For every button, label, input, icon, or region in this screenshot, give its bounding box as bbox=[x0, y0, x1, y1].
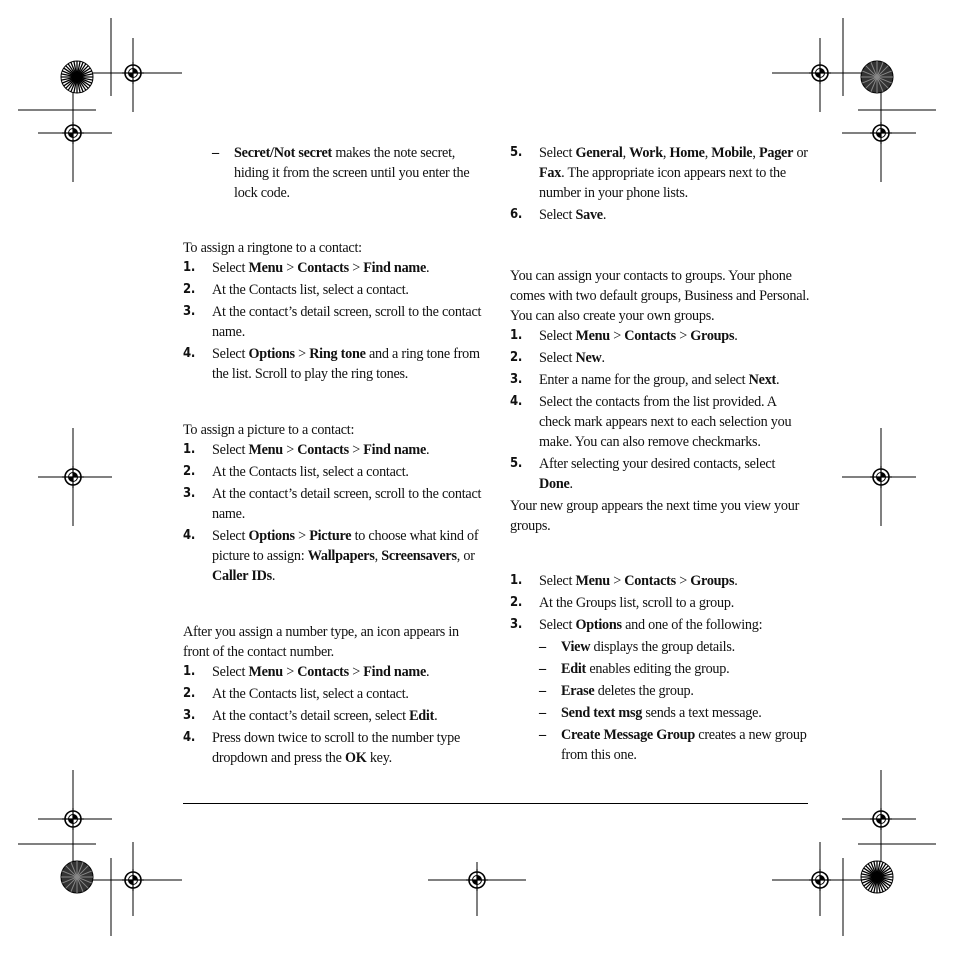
step-text: Select bbox=[539, 350, 576, 366]
step-text: At the contact’s detail screen, scroll to the contact name. bbox=[212, 304, 482, 340]
step-item bbox=[510, 392, 810, 452]
step-text: At the contact’s detail screen, select bbox=[212, 708, 410, 724]
ui-term: Find name bbox=[363, 260, 427, 276]
step-number: 1. bbox=[510, 573, 523, 588]
step-text: Select bbox=[539, 573, 576, 589]
step-text: . bbox=[602, 207, 607, 223]
ui-term: Fax bbox=[539, 165, 562, 181]
step-item bbox=[510, 326, 810, 346]
ui-term: Groups bbox=[690, 573, 735, 589]
step-number: 3. bbox=[183, 486, 196, 501]
group-option-label: Create Message Group bbox=[561, 727, 695, 743]
step-text: > bbox=[282, 260, 298, 276]
ui-term: Contacts bbox=[297, 442, 349, 458]
step-item bbox=[183, 728, 483, 768]
step-item bbox=[183, 302, 483, 342]
step-text: Select bbox=[539, 207, 576, 223]
step-item bbox=[510, 370, 810, 390]
step-item bbox=[183, 280, 483, 300]
group-option-item bbox=[539, 725, 810, 765]
step-number: 1. bbox=[183, 664, 196, 679]
group-options-list bbox=[539, 637, 810, 765]
ui-term: Contacts bbox=[624, 328, 676, 344]
step-number: 3. bbox=[510, 617, 523, 632]
ui-term: OK bbox=[344, 750, 367, 766]
step-text: > bbox=[348, 260, 364, 276]
ui-term: Mobile bbox=[711, 145, 753, 161]
step-text: > bbox=[282, 664, 298, 680]
ui-term: Contacts bbox=[624, 573, 676, 589]
step-text: . bbox=[426, 260, 430, 276]
step-item bbox=[510, 593, 810, 613]
group-option-text: deletes the group. bbox=[594, 683, 694, 699]
ui-term: Contacts bbox=[297, 260, 349, 276]
ui-term: Find name bbox=[363, 664, 427, 680]
step-text: At the Contacts list, select a contact. bbox=[212, 282, 409, 298]
step-item bbox=[510, 571, 810, 591]
step-number: 2. bbox=[183, 282, 196, 297]
step-text: . bbox=[734, 328, 738, 344]
step-text: . The appropriate icon appears next to the number in your phone lists. bbox=[539, 165, 786, 201]
ui-term: Pager bbox=[758, 145, 794, 161]
step-text: > bbox=[675, 573, 691, 589]
step-text: At the Contacts list, select a contact. bbox=[212, 686, 409, 702]
step-text: key. bbox=[366, 750, 392, 766]
step-number: 2. bbox=[183, 464, 196, 479]
secret-option-text: makes the note secret, hiding it from the screen until you enter the lock code. bbox=[234, 145, 470, 201]
number-type-intro: After you assign a number type, an icon appears in front of the contact number. bbox=[183, 624, 459, 660]
ui-term: Screensavers bbox=[381, 548, 457, 564]
step-text: and one of the following: bbox=[621, 617, 763, 633]
ui-term: New bbox=[575, 350, 602, 366]
groups-outro: Your new group appears the next time you view your groups. bbox=[510, 498, 800, 534]
step-text: , bbox=[374, 548, 382, 564]
left-column bbox=[183, 143, 483, 770]
step-text: Select bbox=[539, 145, 576, 161]
picture-intro: To assign a picture to a contact: bbox=[183, 422, 355, 438]
step-text: At the Contacts list, select a contact. bbox=[212, 464, 409, 480]
step-number: 4. bbox=[510, 394, 523, 409]
step-text: or bbox=[793, 145, 808, 161]
dash-bullet: – bbox=[539, 661, 546, 677]
step-item bbox=[183, 484, 483, 524]
ui-term: Options bbox=[248, 528, 295, 544]
dash-bullet: – bbox=[539, 727, 546, 743]
step-item bbox=[183, 462, 483, 482]
ui-term: Menu bbox=[575, 573, 610, 589]
step-text: . bbox=[601, 350, 605, 366]
step-text: , or bbox=[456, 548, 475, 564]
ui-term: Menu bbox=[248, 664, 283, 680]
step-item bbox=[183, 662, 483, 682]
step-number: 2. bbox=[510, 595, 523, 610]
ui-term: Contacts bbox=[297, 664, 349, 680]
step-item bbox=[183, 344, 483, 384]
step-number: 4. bbox=[183, 346, 196, 361]
step-item bbox=[183, 684, 483, 704]
ui-term: Work bbox=[629, 145, 663, 161]
step-text: to choose what kind of picture to assign: bbox=[212, 528, 479, 564]
ui-term: Edit bbox=[409, 708, 435, 724]
step-text: After selecting your desired contacts, select bbox=[539, 456, 776, 472]
step-text: At the contact’s detail screen, scroll to the contact name. bbox=[212, 486, 482, 522]
group-option-item bbox=[539, 703, 810, 723]
step-item bbox=[183, 526, 483, 586]
step-text: . bbox=[271, 568, 276, 584]
step-text: Select bbox=[212, 260, 249, 276]
step-item bbox=[510, 454, 810, 494]
right-column bbox=[510, 143, 810, 767]
group-option-text: creates a new group from this one. bbox=[561, 727, 807, 763]
ui-term: Done bbox=[539, 476, 570, 492]
step-number: 1. bbox=[510, 328, 523, 343]
step-text: Select the contacts from the list provided. A check mark appears next to each selection you make. You can also remove checkmarks. bbox=[539, 394, 792, 450]
step-text: > bbox=[609, 573, 625, 589]
secret-option-label: Secret/Not secret bbox=[234, 145, 333, 161]
groups-steps bbox=[510, 326, 810, 494]
step-text: > bbox=[609, 328, 625, 344]
step-number: 3. bbox=[510, 372, 523, 387]
step-text: . bbox=[569, 476, 573, 492]
step-item bbox=[510, 615, 810, 635]
group-option-item bbox=[539, 659, 810, 679]
number-type-steps bbox=[183, 662, 483, 768]
ui-term: Wallpapers bbox=[307, 548, 375, 564]
ringtone-steps bbox=[183, 258, 483, 384]
ui-term: Groups bbox=[690, 328, 735, 344]
manage-groups-steps bbox=[510, 571, 810, 635]
step-text: Select bbox=[212, 528, 249, 544]
group-option-label: Send text msg bbox=[561, 705, 643, 721]
step-text: Enter a name for the group, and select bbox=[539, 372, 749, 388]
step-text: Select bbox=[539, 617, 576, 633]
step-text: > bbox=[348, 442, 364, 458]
step-text: . bbox=[434, 708, 438, 724]
step-text: , bbox=[622, 145, 630, 161]
step-text: , bbox=[662, 145, 670, 161]
groups-intro: You can assign your contacts to groups. Your phone comes with two default groups, Business and Personal. You can also create your own groups. bbox=[510, 268, 810, 324]
step-text: Select bbox=[212, 346, 249, 362]
step-number: 2. bbox=[510, 350, 523, 365]
ui-term: Menu bbox=[248, 260, 283, 276]
step-number: 5. bbox=[510, 145, 523, 160]
step-item bbox=[183, 706, 483, 726]
ui-term: Menu bbox=[575, 328, 610, 344]
step-item bbox=[510, 205, 810, 225]
ui-term: Home bbox=[669, 145, 705, 161]
step-text: . bbox=[426, 664, 430, 680]
step-number: 4. bbox=[183, 730, 196, 745]
step-number: 4. bbox=[183, 528, 196, 543]
step-number: 1. bbox=[183, 260, 196, 275]
step-text: Select bbox=[212, 664, 249, 680]
dash-bullet: – bbox=[212, 145, 219, 161]
ringtone-intro: To assign a ringtone to a contact: bbox=[183, 240, 362, 256]
step-text: > bbox=[282, 442, 298, 458]
group-option-text: sends a text message. bbox=[642, 705, 762, 721]
dash-bullet: – bbox=[539, 705, 546, 721]
step-number: 3. bbox=[183, 304, 196, 319]
step-text: At the Groups list, scroll to a group. bbox=[539, 595, 735, 611]
step-number: 1. bbox=[183, 442, 196, 457]
step-text: Select bbox=[212, 442, 249, 458]
step-text: > bbox=[675, 328, 691, 344]
step-text: Select bbox=[539, 328, 576, 344]
step-text: > bbox=[294, 528, 310, 544]
step-text: , bbox=[704, 145, 712, 161]
step-text: and a ring tone from the list. Scroll to play the ring tones. bbox=[212, 346, 480, 382]
ui-term: Ring tone bbox=[309, 346, 366, 362]
ui-term: Caller IDs bbox=[212, 568, 272, 584]
step-item bbox=[183, 258, 483, 278]
step-text: . bbox=[734, 573, 738, 589]
group-option-label: View bbox=[561, 639, 591, 655]
step-number: 6. bbox=[510, 207, 523, 222]
group-option-text: enables editing the group. bbox=[586, 661, 730, 677]
step-text: . bbox=[776, 372, 780, 388]
group-option-item bbox=[539, 637, 810, 657]
secret-option-item bbox=[183, 143, 483, 203]
number-type-continued-steps bbox=[510, 143, 810, 225]
group-option-text: displays the group details. bbox=[590, 639, 735, 655]
ui-term: Options bbox=[248, 346, 295, 362]
ui-term: Save bbox=[575, 207, 603, 223]
step-text: Press down twice to scroll to the number type dropdown and press the bbox=[212, 730, 461, 766]
step-item bbox=[510, 143, 810, 203]
ui-term: Picture bbox=[309, 528, 352, 544]
group-option-label: Edit bbox=[561, 661, 587, 677]
dash-bullet: – bbox=[539, 683, 546, 699]
ui-term: Next bbox=[748, 372, 777, 388]
picture-steps bbox=[183, 440, 483, 586]
footer-rule bbox=[183, 803, 808, 804]
step-text: > bbox=[348, 664, 364, 680]
group-option-label: Erase bbox=[561, 683, 595, 699]
step-item bbox=[183, 440, 483, 460]
group-option-item bbox=[539, 681, 810, 701]
ui-term: Options bbox=[575, 617, 622, 633]
ui-term: Find name bbox=[363, 442, 427, 458]
ui-term: Menu bbox=[248, 442, 283, 458]
dash-bullet: – bbox=[539, 639, 546, 655]
step-number: 2. bbox=[183, 686, 196, 701]
step-text: , bbox=[752, 145, 759, 161]
step-number: 5. bbox=[510, 456, 523, 471]
step-item bbox=[510, 348, 810, 368]
step-text: > bbox=[294, 346, 310, 362]
ui-term: General bbox=[575, 145, 623, 161]
step-number: 3. bbox=[183, 708, 196, 723]
step-text: . bbox=[426, 442, 430, 458]
